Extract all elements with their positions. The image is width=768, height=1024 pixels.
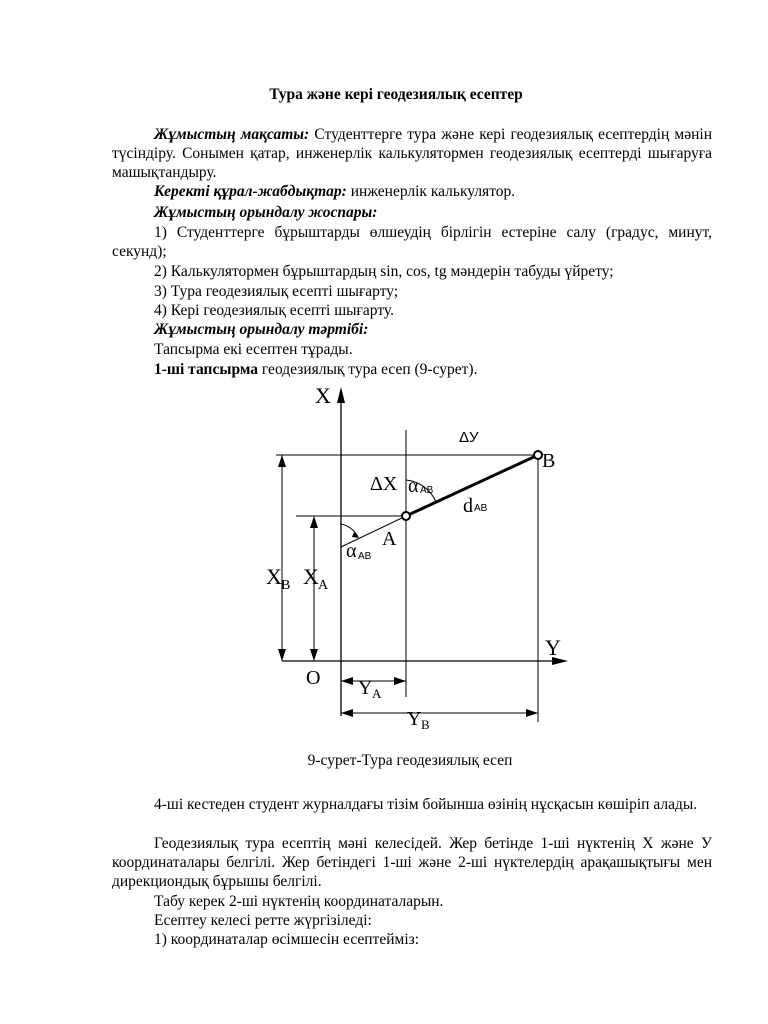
figure-caption: 9-сурет-Тура геодезиялық есеп xyxy=(307,752,513,769)
alpha-ab-top-label xyxy=(408,475,434,497)
plan-item-4: 4) Кері геодезиялық есепті шығарту. xyxy=(154,302,394,319)
yb-arrow-right xyxy=(526,709,538,717)
plan-item-1: 1) Студенттерге бұрыштарды өлшеудің бірлігін естеріне салу (градус, минут, секунд); xyxy=(112,224,712,260)
xb-label xyxy=(266,564,290,593)
purpose-text: Студенттерге тура және кері геодезиялық есептердің мәнін түсіндіру. Сонымен қатар, инженерлік калькулятормен геодезиялық есептерді шығаруға машықтандыру. xyxy=(112,126,713,181)
axis-x-label: X xyxy=(315,383,331,408)
yb-symbol: Y xyxy=(407,708,422,730)
purpose-label: Жұмыстың мақсаты: xyxy=(154,126,310,143)
delta-x-label: ΔX xyxy=(370,473,398,495)
alpha-ab-bottom-label xyxy=(346,540,372,562)
document-title: Тура және кері геодезиялық есептер xyxy=(269,86,523,103)
xb-arrow-bottom xyxy=(278,649,286,661)
alpha-bottom-symbol: α xyxy=(346,540,357,562)
alpha-top-subscript: AB xyxy=(420,485,434,496)
order-label: Жұмыстың орындалу тәртібі: xyxy=(154,321,369,338)
plan-item-3: 3) Тура геодезиялық есепті шығарту; xyxy=(154,283,399,300)
paragraph-3: Табу керек 2-ші нүктенің координаталарын. xyxy=(154,893,444,910)
task1-text: геодезиялық тура есеп (9-сурет). xyxy=(258,361,478,378)
order-text: Тапсырма екі есептен тұрады. xyxy=(154,341,353,358)
tools-text: инженерлік калькулятор. xyxy=(350,183,516,200)
xa-subscript: A xyxy=(318,578,329,593)
paragraph-4: Есептеу келесі ретте жүргізіледі: xyxy=(154,912,372,929)
xb-subscript: B xyxy=(281,578,291,593)
tools-label: Керекті құрал-жабдықтар: xyxy=(154,183,347,200)
yb-arrow-left xyxy=(341,709,353,717)
plan-item-2: 2) Калькулятормен бұрыштардың sin, cos, tg мәндерін табуды үйрету; xyxy=(154,263,614,280)
d-subscript: AB xyxy=(474,503,488,514)
alpha-bottom-subscript: AB xyxy=(358,551,372,562)
axis-y-label: Y xyxy=(545,635,561,660)
xa-arrow-top xyxy=(310,516,318,528)
paragraph-2: Геодезиялық тура есептің мәні келесідей. Жер бетінде 1-ші нүктенің Х және У координаталары белгілі. Жер бетіндегі 1-ші және 2-ші нүктелердің арақашықтығы мен дирекциондық бұрышы белгілі. xyxy=(112,835,712,890)
ya-arrow-right xyxy=(394,677,406,685)
xb-symbol: X xyxy=(266,564,282,589)
xb-arrow-top xyxy=(278,455,286,467)
point-a-marker xyxy=(402,512,410,520)
task1-label: 1-ші тапсырма xyxy=(154,361,259,378)
xa-symbol: X xyxy=(303,564,319,589)
plan-label: Жұмыстың орындалу жоспары: xyxy=(154,204,378,221)
ya-arrow-left xyxy=(341,677,353,685)
yb-subscript: B xyxy=(421,717,430,732)
delta-y-label: ΔУ xyxy=(459,429,479,446)
point-a-label: A xyxy=(382,528,397,550)
d-symbol: d xyxy=(463,495,473,517)
paragraph-5: 1) координаталар өсімшесін есептейміз: xyxy=(154,931,420,948)
point-b-label: B xyxy=(542,450,556,472)
xa-label xyxy=(303,564,329,593)
yb-label xyxy=(407,708,430,732)
xa-arrow-bottom xyxy=(310,649,318,661)
alpha-top-symbol: α xyxy=(408,475,419,497)
origin-label: O xyxy=(306,667,321,689)
ya-subscript: A xyxy=(372,686,382,701)
paragraph-1: 4-ші кестеден студент журналдағы тізім бойынша өзінің нұсқасын көшіріп алады. xyxy=(154,796,698,813)
x-axis-arrow xyxy=(337,387,345,403)
d-ab-label xyxy=(463,495,488,517)
ya-symbol: Y xyxy=(358,677,373,699)
point-b-marker xyxy=(534,451,542,459)
